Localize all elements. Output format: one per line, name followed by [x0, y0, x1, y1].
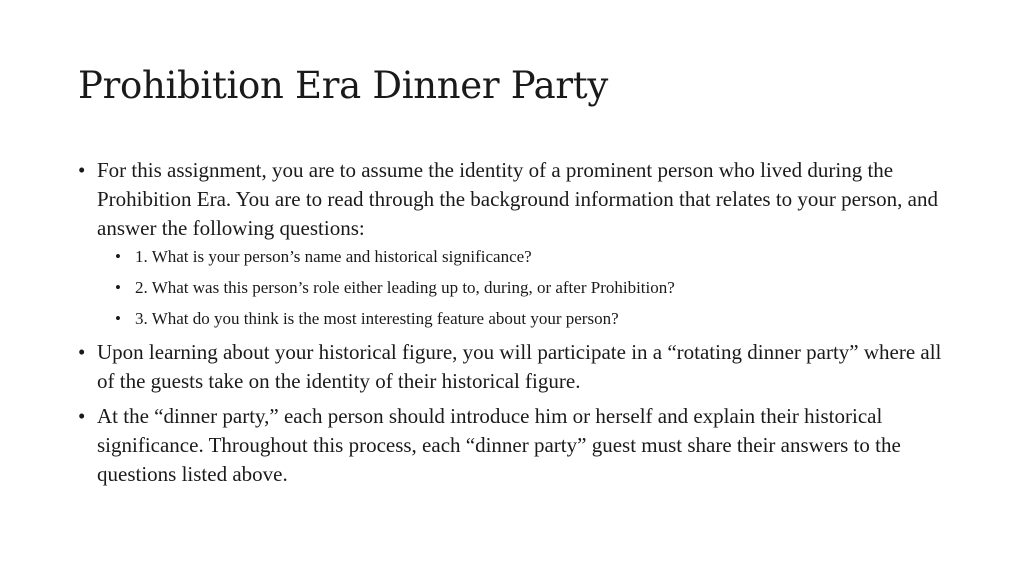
bullet-text: Upon learning about your historical figure, you will participate in a “rotating dinner party” where all of the guests take on the identity of their historical figure. [97, 340, 942, 393]
sub-bullet-icon: • [115, 309, 121, 328]
slide-title: Prohibition Era Dinner Party [78, 64, 608, 107]
question-text: 1. What is your person’s name and historical significance? [135, 247, 532, 266]
bullet-icon: • [78, 158, 86, 182]
bullet-list [78, 156, 958, 489]
bullet-item-dinner-party [78, 402, 958, 489]
bullet-item-assignment [78, 156, 958, 331]
sub-bullet-icon: • [115, 247, 121, 266]
bullet-item-historical-figure [78, 338, 958, 396]
question-item [115, 276, 958, 300]
question-text: 2. What was this person’s role either leading up to, during, or after Prohibition? [135, 278, 675, 297]
bullet-text: For this assignment, you are to assume the identity of a prominent person who lived during the Prohibition Era. You are to read through the background information that relates to your person, and answer the following questions: [97, 158, 938, 240]
bullet-icon: • [78, 404, 86, 428]
slide-body [78, 156, 958, 495]
question-text: 3. What do you think is the most interesting feature about your person? [135, 309, 619, 328]
bullet-text: At the “dinner party,” each person should introduce him or herself and explain their historical significance. Throughout this process, each “dinner party” guest must share their answers to the questions listed above. [97, 404, 901, 486]
question-list [97, 245, 958, 331]
question-item [115, 245, 958, 269]
question-item [115, 307, 958, 331]
sub-bullet-icon: • [115, 278, 121, 297]
bullet-icon: • [78, 340, 86, 364]
